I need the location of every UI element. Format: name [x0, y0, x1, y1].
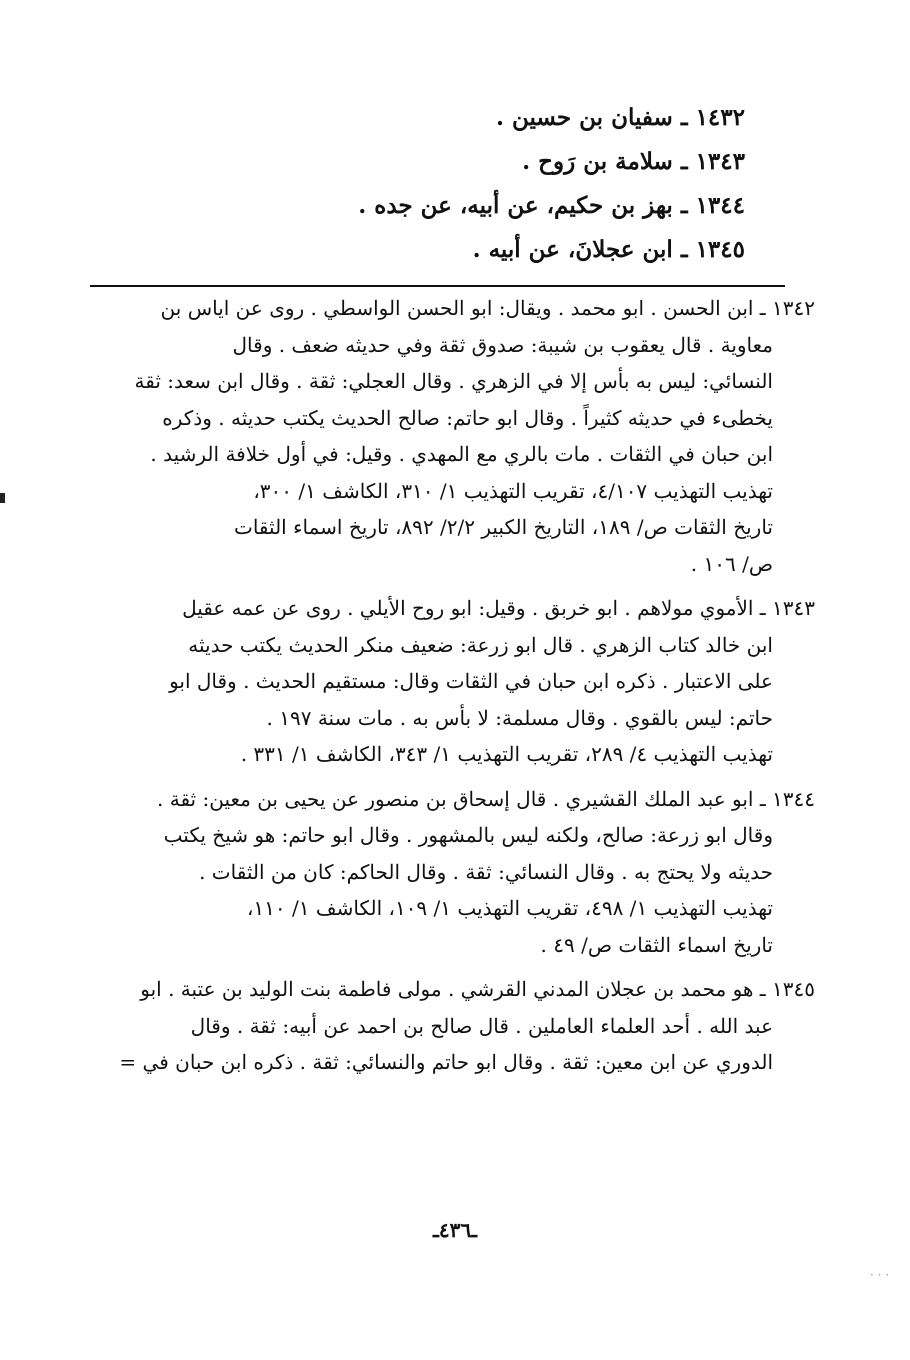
scan-edge-mark: [0, 493, 5, 503]
note-line: حاتم: ليس بالقوي . وقال مسلمة: لا بأس به . مات سنة ١٩٧ .: [266, 705, 773, 730]
heading-entry: ١٣٤٤ ـ بهز بن حكيم، عن أبيه، عن جده .: [358, 192, 745, 219]
note-line: وقال ابو زرعة: صالح، ولكنه ليس بالمشهور . وقال ابو حاتم: هو شيخ يكتب: [163, 823, 773, 847]
note-line: على الاعتبار . ذكره ابن حبان في الثقات وقال: مستقيم الحديث . وقال ابو: [169, 669, 773, 693]
footnote-1344: [95, 781, 815, 964]
footnote-1342: [95, 290, 815, 582]
heading-entry: ١٤٣٢ ـ سفيان بن حسين .: [495, 104, 745, 131]
note-line: يخطىء في حديثه كثيراً . وقال ابو حاتم: صالح الحديث يكتب حديثه . وذكره: [162, 405, 773, 430]
note-line: تهذيب التهذيب ٤/١٠٧، تقريب التهذيب ١/ ٣١٠، الكاشف ١/ ٣٠٠،: [253, 478, 773, 503]
note-line: الدوري عن ابن معين: ثقة . وقال ابو حاتم والنسائي: ثقة . ذكره ابن حبان في =: [119, 1050, 773, 1074]
note-line: ١٣٤٢ ـ ابن الحسن . ابو محمد . ويقال: ابو الحسن الواسطي . روى عن اياس بن: [160, 296, 815, 320]
footnote-1343: [95, 590, 815, 773]
note-line: ابن حبان في الثقات . مات بالري مع المهدي . وقيل: في أول خلافة الرشيد .: [150, 442, 773, 466]
page-number: ـ٤٣٦ـ: [433, 1218, 477, 1242]
note-line: تاريخ الثقات ص/ ١٨٩، التاريخ الكبير ٢/٢/ ٨٩٢، تاريخ اسماء الثقات: [234, 515, 773, 539]
note-line: حديثه ولا يحتج به . وقال النسائي: ثقة . وقال الحاكم: كان من الثقات .: [199, 859, 773, 884]
footnotes: [95, 290, 815, 1089]
footnote-1345: [95, 971, 815, 1081]
note-line: معاوية . قال يعقوب بن شيبة: صدوق ثقة وفي حديثه ضعف . وقال: [232, 332, 773, 357]
note-line: تاريخ اسماء الثقات ص/ ٤٩ .: [540, 932, 773, 957]
scan-noise: · · ·: [870, 1268, 890, 1282]
heading-entries: [185, 96, 745, 272]
note-line: تهذيب التهذيب ١/ ٤٩٨، تقريب التهذيب ١/ ١٠٩، الكاشف ١/ ١١٠،: [246, 896, 773, 920]
note-line: ١٣٤٥ ـ هو محمد بن عجلان المدني القرشي . مولى فاطمة بنت الوليد بن عتبة . ابو: [140, 977, 815, 1001]
note-line: عبد الله . أحد العلماء العاملين . قال صالح بن احمد عن أبيه: ثقة . وقال: [190, 1013, 773, 1038]
note-line: ١٣٤٤ ـ ابو عبد الملك القشيري . قال إسحاق بن منصور عن يحيى بن معين: ثقة .: [157, 786, 815, 811]
footnote-divider: [90, 285, 785, 287]
note-line: ص/ ١٠٦ .: [690, 551, 773, 576]
note-line: ١٣٤٣ ـ الأموي مولاهم . ابو خربق . وقيل: ابو روح الأيلي . روى عن عمه عقيل: [182, 596, 815, 620]
note-line: تهذيب التهذيب ٤/ ٢٨٩، تقريب التهذيب ١/ ٣٤٣، الكاشف ١/ ٣٣١ .: [240, 742, 773, 766]
heading-entry: ١٣٤٣ ـ سلامة بن رَوح .: [522, 148, 745, 175]
note-line: ابن خالد كتاب الزهري . قال ابو زرعة: ضعيف منكر الحديث يكتب حديثه: [188, 632, 773, 657]
note-line: النسائي: ليس به بأس إلا في الزهري . وقال العجلي: ثقة . وقال ابن سعد: ثقة: [134, 369, 773, 393]
heading-entry: ١٣٤٥ ـ ابن عجلانَ، عن أبيه .: [472, 236, 745, 263]
